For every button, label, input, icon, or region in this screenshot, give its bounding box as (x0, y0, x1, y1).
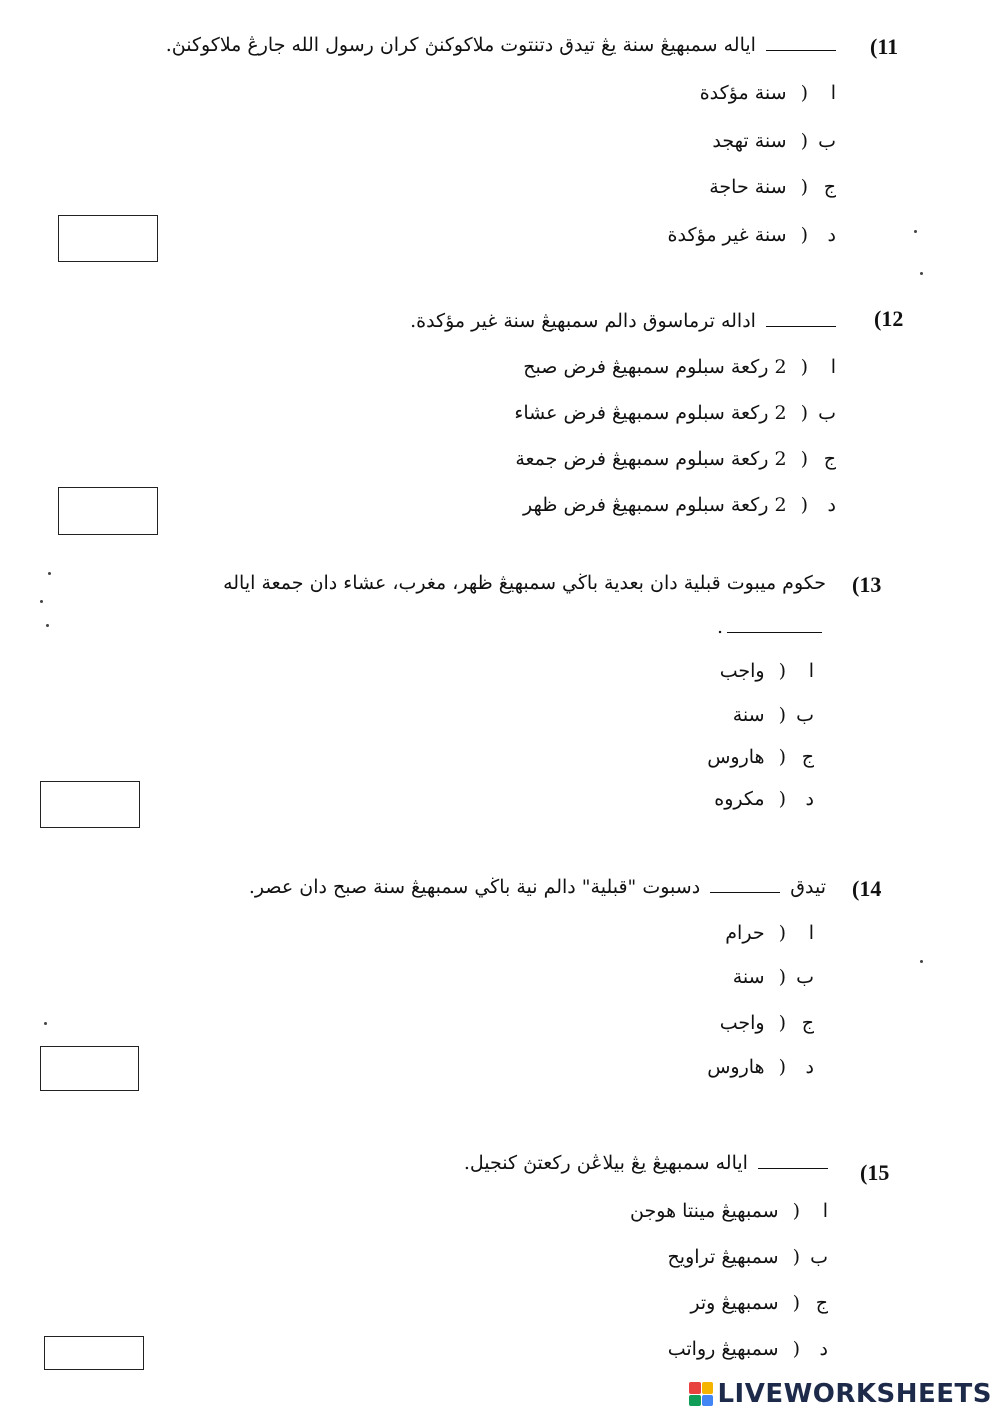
option-item (725, 922, 814, 944)
option-letter: ج (823, 176, 836, 198)
option-paren: ( (792, 1338, 800, 1360)
option-letter: ا (830, 356, 836, 378)
option-letter: د (819, 1338, 828, 1360)
option-letter: د (805, 788, 814, 810)
option-letter: ا (808, 922, 814, 944)
option-item (709, 176, 836, 198)
option-item (733, 966, 814, 988)
option-paren: ( (800, 130, 808, 152)
option-item (514, 402, 836, 424)
option-item (720, 660, 814, 682)
option-text: سنة (732, 704, 765, 726)
answer-box[interactable] (40, 781, 140, 828)
question-text-body: اداله ترماسوق دالم سمبهيڠ سنة غير مؤكدة. (410, 310, 756, 332)
option-letter: د (805, 1056, 814, 1078)
option-item (523, 356, 836, 378)
option-text: سمبهيڠ تراويح (667, 1246, 779, 1268)
option-text: 2 ركعة سبلوم سمبهيڠ فرض عشاء (514, 402, 787, 424)
scan-speck (914, 230, 917, 233)
logo-text: LIVEWORKSHEETS (717, 1379, 992, 1409)
answer-box[interactable] (40, 1046, 139, 1091)
question-number: (13 (852, 572, 882, 597)
option-paren: ( (800, 224, 808, 246)
option-letter: ج (815, 1292, 828, 1314)
answer-box[interactable] (44, 1336, 144, 1370)
option-paren: ( (778, 704, 786, 726)
question-text-body: اياله سمبهيڠ سنة يڠ تيدق دتنتوت ملاکوکنڽ كران رسول الله جارڠ ملاکوکنڽ. (165, 34, 756, 56)
liveworksheets-logo-icon (689, 1382, 713, 1406)
question-text (464, 1152, 832, 1174)
option-item (707, 746, 814, 768)
option-paren: ( (792, 1292, 800, 1314)
option-letter: ج (801, 746, 814, 768)
option-text: حرام (725, 922, 765, 944)
option-paren: ( (800, 356, 808, 378)
option-letter: د (827, 224, 836, 246)
scan-speck (920, 272, 923, 275)
question-number: (12 (874, 306, 904, 331)
question-number: (15 (860, 1160, 890, 1185)
question-text: حكوم ميبوت قبلية دان بعدية باڬي سمبهيڠ ظهر، مغرب، عشاء دان جمعة اياله (223, 572, 826, 594)
question-text (166, 34, 840, 56)
answer-blank (766, 49, 836, 51)
option-item (668, 1246, 828, 1268)
answer-blank (766, 325, 836, 327)
question-text-body: اياله سمبهيڠ يڠ بيلاڠن ركعتڽ كنجيل. (463, 1152, 748, 1174)
option-text: سنة غير مؤكدة (667, 224, 787, 246)
question-text (410, 310, 840, 332)
option-item (707, 1056, 814, 1078)
option-paren: ( (778, 922, 786, 944)
option-text: سمبهيڠ وتر (690, 1292, 779, 1314)
question-text-end: . (716, 616, 723, 638)
option-item (720, 1012, 814, 1034)
option-text: سنة (732, 966, 765, 988)
option-text: مكروه (714, 788, 765, 810)
option-item (668, 224, 836, 246)
question-text-body: دسبوت "قبلية" دالم نية باڬي سمبهيڠ سنة صبح دان عصر. (248, 876, 701, 898)
option-paren: ( (778, 1012, 786, 1034)
option-text: هاروس (707, 1056, 765, 1078)
option-letter: ب (818, 402, 836, 424)
answer-box[interactable] (58, 487, 158, 535)
option-text: سنة مؤكدة (699, 82, 787, 104)
option-item (523, 494, 836, 516)
option-paren: ( (800, 176, 808, 198)
option-letter: ا (808, 660, 814, 682)
option-letter: ب (796, 704, 814, 726)
scan-speck (48, 572, 51, 575)
question-text-continuation (717, 616, 826, 638)
option-letter: ا (830, 82, 836, 104)
scan-speck (44, 1022, 47, 1025)
option-text: سنة تهجد (712, 130, 787, 152)
option-paren: ( (778, 788, 786, 810)
option-letter: د (827, 494, 836, 516)
option-text: واجب (719, 1012, 765, 1034)
option-letter: ا (822, 1200, 828, 1222)
answer-blank (710, 891, 780, 893)
option-paren: ( (778, 746, 786, 768)
scan-speck (40, 600, 43, 603)
question-number: (14 (852, 876, 882, 901)
answer-box[interactable] (58, 215, 158, 262)
option-letter: ب (818, 130, 836, 152)
option-item (690, 1292, 828, 1314)
question-text (249, 876, 826, 898)
option-item (515, 448, 836, 470)
option-paren: ( (792, 1246, 800, 1268)
option-item (630, 1200, 828, 1222)
answer-blank (758, 1167, 828, 1169)
option-paren: ( (800, 82, 808, 104)
scan-speck (46, 624, 49, 627)
option-paren: ( (800, 448, 808, 470)
option-paren: ( (792, 1200, 800, 1222)
option-text: سنة حاجة (709, 176, 787, 198)
option-item (700, 82, 836, 104)
option-paren: ( (778, 660, 786, 682)
option-letter: ب (796, 966, 814, 988)
option-text: هاروس (707, 746, 765, 768)
option-letter: ج (823, 448, 836, 470)
option-item (733, 704, 814, 726)
option-paren: ( (778, 966, 786, 988)
option-paren: ( (800, 402, 808, 424)
option-item (714, 788, 814, 810)
option-item (712, 130, 836, 152)
option-letter: ج (801, 1012, 814, 1034)
option-text: سمبهيڠ مينتا هوجن (630, 1200, 779, 1222)
question-number: (11 (870, 34, 899, 59)
option-paren: ( (778, 1056, 786, 1078)
option-item (668, 1338, 828, 1360)
option-text: 2 ركعة سبلوم سمبهيڠ فرض ظهر (523, 494, 787, 516)
option-text: سمبهيڠ رواتب (667, 1338, 779, 1360)
option-text: 2 ركعة سبلوم سمبهيڠ فرض صبح (523, 356, 787, 378)
scan-speck (920, 960, 923, 963)
option-text: واجب (719, 660, 765, 682)
option-letter: ب (810, 1246, 828, 1268)
answer-blank (727, 631, 822, 633)
option-text: 2 ركعة سبلوم سمبهيڠ فرض جمعة (515, 448, 787, 470)
option-paren: ( (800, 494, 808, 516)
liveworksheets-logo[interactable] (689, 1379, 992, 1409)
question-text-start: تيدق (790, 876, 826, 898)
